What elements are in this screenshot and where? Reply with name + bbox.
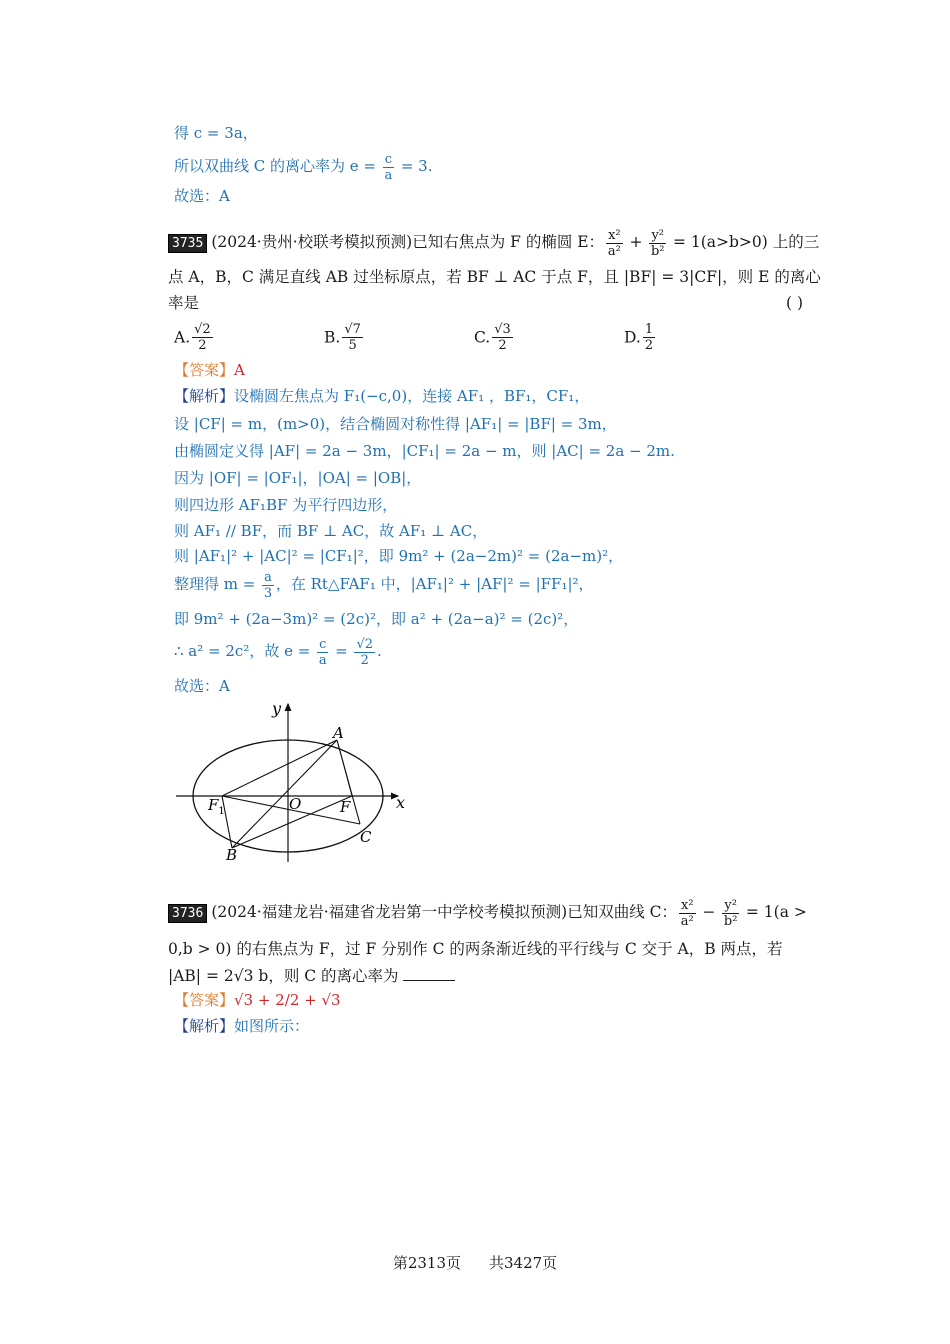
analysis-text: 如图所示： <box>234 1017 310 1035</box>
question-text-end: = 1(a>b>0) 上的三 <box>668 233 820 251</box>
prev-solution-line-1: 得 c = 3a， <box>174 124 258 142</box>
question-3735-line-2: 点 A，B，C 满足直线 AB 过坐标原点，若 BF ⊥ AC 于点 F，且 |BF| = 3|CF|，则 E 的离心 <box>168 268 821 286</box>
ellipse-figure <box>170 698 420 866</box>
denominator: a <box>318 652 327 668</box>
analysis-text: 整理得 m = <box>174 575 261 593</box>
label-F1-main: F <box>208 796 219 814</box>
denominator: 2 <box>198 338 207 353</box>
analysis-tag: 【解析】 <box>174 387 235 405</box>
denominator: a² <box>607 243 621 259</box>
denominator: b² <box>650 243 665 259</box>
numerator: √7 <box>344 322 361 337</box>
question-number-badge: 3735 <box>168 234 207 253</box>
question-text: (2024·福建龙岩·福建省龙岩第一中学校考模拟预测)已知双曲线 C： <box>211 903 677 921</box>
analysis-line-1 <box>174 386 589 406</box>
numerator: y² <box>651 227 665 243</box>
label-F: F <box>340 798 351 816</box>
prev-solution-line-3: 故选：A <box>174 187 230 205</box>
analysis-line-3: 由椭圆定义得 |AF| = 2a − 3m，|CF₁| = 2a − m，则 |AC| = 2a − 2m. <box>174 442 675 460</box>
denominator: 2 <box>360 652 369 668</box>
fraction <box>679 898 696 929</box>
option-label: D. <box>624 328 641 347</box>
analysis-text: ∴ a² = 2c²，故 e = <box>174 642 316 660</box>
fraction <box>383 152 394 183</box>
denominator: 3 <box>263 585 273 601</box>
label-y: y <box>272 699 282 718</box>
analysis-line-9: 即 9m² + (2a−3m)² = (2c)²，即 a² + (2a−a)² = (2c)²， <box>174 610 579 628</box>
analysis-line-4: 因为 |OF| = |OF₁|，|OA| = |OB|， <box>174 469 422 487</box>
denominator: 2 <box>644 338 654 353</box>
analysis-line-2: 设 |CF| = m，(m>0)，结合椭圆对称性得 |AF₁| = |BF| = 3m， <box>174 415 617 433</box>
segment-AB <box>232 740 337 848</box>
option-a[interactable] <box>174 322 215 353</box>
answer-value: A <box>234 361 245 379</box>
denominator: 2 <box>498 338 507 353</box>
analysis-line-6: 则 AF₁ // BF，而 BF ⊥ AC，故 AF₁ ⊥ AC， <box>174 522 488 540</box>
answer-tag: 【答案】 <box>174 361 235 379</box>
question-3735-line-3 <box>168 292 803 314</box>
analysis-line-5: 则四边形 AF₁BF 为平行四边形， <box>174 496 398 514</box>
question-text: |AB| = 2√3 b，则 C 的离心率为 <box>168 967 399 985</box>
fraction <box>492 322 513 353</box>
numerator: c <box>384 151 393 167</box>
numerator: 1 <box>644 322 654 337</box>
numerator: √3 <box>494 322 511 337</box>
segment-AF <box>337 740 352 796</box>
option-label: B. <box>324 328 341 347</box>
numerator: y² <box>724 897 737 913</box>
option-label: A. <box>174 328 191 347</box>
analysis-text-end: . <box>377 642 382 660</box>
numerator: x² <box>681 897 694 913</box>
option-d[interactable] <box>624 322 657 353</box>
options-row <box>174 322 694 356</box>
page-number: 第2313页 <box>392 1254 461 1272</box>
operator: − <box>697 903 721 921</box>
analysis-line-10 <box>174 634 382 668</box>
numerator: a <box>264 569 272 585</box>
answer-value: √3 + 2/2 + √3 <box>234 991 341 1009</box>
fraction <box>342 322 363 353</box>
label-C: C <box>360 828 372 846</box>
option-label: C. <box>474 328 491 347</box>
fraction <box>262 570 274 601</box>
fraction <box>649 228 666 259</box>
denominator: a² <box>680 913 694 929</box>
analysis-line-3736 <box>174 1016 309 1036</box>
answer-blank[interactable] <box>403 966 455 981</box>
analysis-tag: 【解析】 <box>174 1017 235 1035</box>
page-total: 共3427页 <box>489 1254 558 1272</box>
question-number-badge: 3736 <box>168 904 207 923</box>
label-O: O <box>289 795 302 813</box>
label-A: A <box>333 724 344 742</box>
prev-solution-text-end: = 3. <box>396 157 433 175</box>
question-text: (2024·贵州·校联考模拟预测)已知右焦点为 F 的椭圆 E： <box>211 233 605 251</box>
operator: + <box>624 233 648 251</box>
label-F1-sub: 1 <box>218 806 225 817</box>
fraction <box>722 898 739 929</box>
analysis-text: 设椭圆左焦点为 F₁(−c,0)，连接 AF₁ ，BF₁，CF₁， <box>234 387 590 405</box>
denominator: 5 <box>348 338 357 353</box>
segment-BF1 <box>222 796 232 848</box>
option-c[interactable] <box>474 322 515 353</box>
answer-paren: ( ) <box>785 294 803 312</box>
analysis-line-11: 故选：A <box>174 677 230 695</box>
answer-line-3735 <box>174 360 245 380</box>
question-text-end: = 1(a > <box>740 903 807 921</box>
numerator: c <box>319 636 327 652</box>
analysis-line-7: 则 |AF₁|² + |AC|² = |CF₁|²，即 9m² + (2a−2m)² = (2a−m)²， <box>174 547 624 565</box>
prev-solution-line-2 <box>174 150 432 183</box>
fraction <box>192 322 213 353</box>
option-b[interactable] <box>324 322 365 353</box>
answer-tag: 【答案】 <box>174 991 235 1009</box>
fraction <box>606 228 623 259</box>
label-B: B <box>226 846 238 864</box>
numerator: x² <box>608 227 621 243</box>
question-3736-line-3 <box>168 965 455 987</box>
analysis-line-8 <box>174 568 594 601</box>
operator: = <box>330 642 353 660</box>
fraction <box>643 322 655 353</box>
prev-solution-text: 所以双曲线 C 的离心率为 e = <box>174 157 381 175</box>
numerator: √2 <box>356 636 374 652</box>
analysis-text-end: ，在 Rt△FAF₁ 中，|AF₁|² + |AF|² = |FF₁|²， <box>275 575 594 593</box>
question-3736-line-2: 0,b > 0) 的右焦点为 F，过 F 分别作 C 的两条渐近线的平行线与 C 交于 A，B 两点，若 <box>168 940 783 958</box>
question-text: 率是 <box>168 294 200 312</box>
question-3735-line-1 <box>168 226 819 259</box>
denominator: b² <box>723 913 738 929</box>
label-x: x <box>396 793 406 812</box>
page-footer <box>0 1252 950 1273</box>
question-3736-line-1 <box>168 896 807 929</box>
answer-line-3736 <box>174 990 341 1010</box>
fraction <box>317 637 328 668</box>
fraction <box>354 637 375 668</box>
numerator: √2 <box>194 322 211 337</box>
denominator: a <box>384 167 393 183</box>
